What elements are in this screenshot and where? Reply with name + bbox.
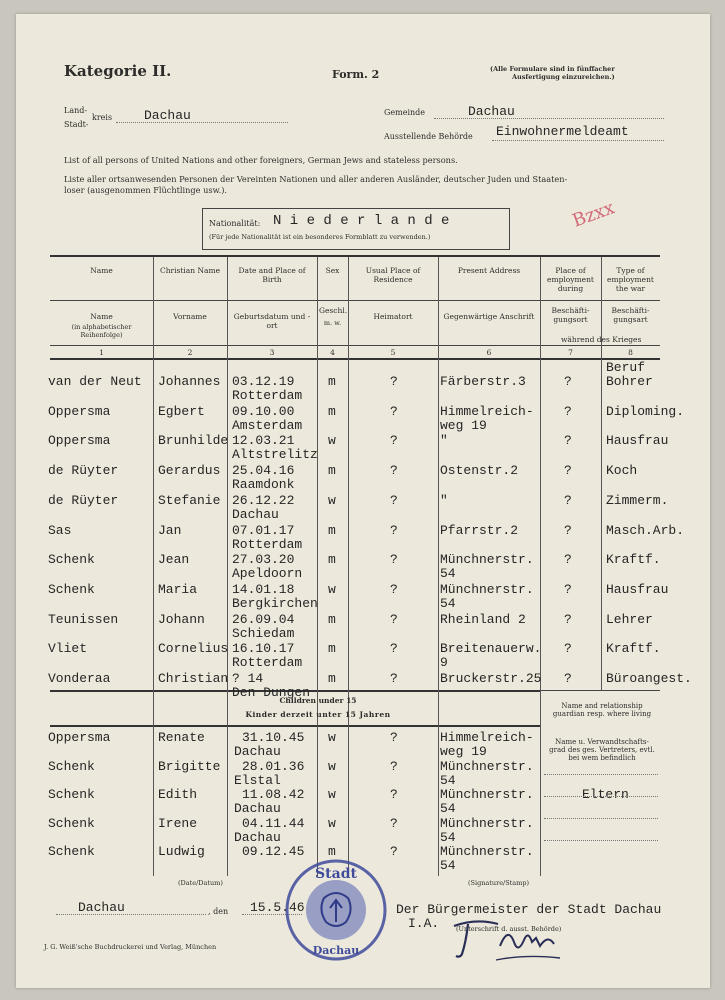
cell-address: Rheinland 2 (440, 612, 526, 627)
children-header-en: Children under 15 (279, 696, 357, 705)
child-address: Münchnerstr. (440, 759, 534, 774)
children-header-de: Kinder derzeit unter 15 Jahren (245, 710, 391, 719)
table-top-rule (50, 255, 660, 257)
child-birth-place: Elstal (234, 773, 281, 788)
cell-first-name: Johann (158, 612, 205, 627)
column-header-en: Type of employment the war (607, 266, 654, 293)
nationality-value: N i e d e r l a n d e (273, 213, 450, 229)
place-line (56, 914, 206, 915)
cell-birth-place: Raamdonk (232, 477, 295, 492)
nationality-box (202, 208, 510, 250)
child-first-name: Irene (158, 816, 198, 831)
official-seal (284, 858, 388, 962)
cell-birth-date: 09.10.00 (232, 404, 295, 419)
cell-home: ? (390, 523, 398, 538)
nationality-note: (Für jede Nationalität ist ein besonderes Formblatt zu verwenden.) (209, 233, 431, 241)
child-name: Schenk (48, 787, 95, 802)
cell-first-name: Jean (158, 552, 190, 567)
cell-birth-place: Bergkirchen (232, 596, 318, 611)
signer-title: Der Bürgermeister der Stadt Dachau (396, 902, 662, 917)
cell-first-name: Christian (158, 671, 229, 686)
column-header-de: Gegenwärtige Anschrift (443, 312, 535, 321)
cell-home: ? (390, 641, 398, 656)
guardian-line (544, 840, 658, 841)
cell-birth-date: 25.04.16 (232, 463, 295, 478)
guardian-header-de: Name u. Verwandtschafts- grad des ges. Vertreters, evtl. bei wem befindlich (549, 738, 655, 762)
kreis-label: kreis (92, 113, 113, 122)
cell-address-2: 54 (440, 566, 456, 581)
children-header-rule (50, 725, 540, 727)
cell-sex: m (328, 374, 336, 389)
column-header-de-note: (in alphabetischer Reihenfolge) (71, 323, 132, 339)
cell-employment-type: Koch (606, 463, 638, 478)
cell-birth-date: 26.12.22 (232, 493, 295, 508)
col-divider-7 (601, 257, 602, 690)
cell-employment-place: ? (564, 433, 572, 448)
cell-name: Sas (48, 523, 72, 538)
child-first-name: Ludwig (158, 844, 205, 859)
cell-address: " (440, 433, 448, 448)
cell-employment-place: ? (564, 493, 572, 508)
cell-address: Ostenstr.2 (440, 463, 519, 478)
cell-employment-type-note: Beruf (606, 360, 646, 375)
column-header-de: Beschäfti- gungsart (611, 306, 650, 324)
cell-first-name: Stefanie (158, 493, 221, 508)
column-header-en: Date and Place of Birth (238, 266, 306, 284)
column-header-en: Present Address (457, 266, 521, 275)
cell-sex: m (328, 552, 336, 567)
column-number: 7 (568, 348, 573, 357)
column-number: 5 (390, 348, 396, 357)
cell-address: Münchnerstr. (440, 582, 534, 597)
signer-ia: I.A. (408, 916, 440, 931)
cell-home: ? (390, 493, 398, 508)
column-number: 4 (330, 348, 335, 357)
guardian-line (544, 818, 658, 819)
land-label: Land- (64, 106, 88, 115)
handwritten-signature (436, 912, 586, 968)
cell-birth-place: Schiedam (232, 626, 295, 641)
cell-address: Breitenauerw. (440, 641, 542, 656)
child-address-2: 54 (440, 858, 456, 873)
cell-home: ? (390, 612, 398, 627)
column-number: 2 (187, 348, 193, 357)
child-birth-place: Dachau (234, 744, 281, 759)
cell-name: Oppersma (48, 433, 111, 448)
cell-employment-place: ? (564, 612, 572, 627)
during-war-label: während des Krieges (561, 335, 642, 344)
header-mid-rule (50, 300, 660, 301)
cell-employment-type: Zimmerm. (606, 493, 669, 508)
cell-birth-date: 03.12.19 (232, 374, 295, 389)
form-sheet (16, 14, 710, 988)
cell-employment-place: ? (564, 671, 572, 686)
cell-employment-type: Hausfrau (606, 582, 669, 597)
stadt-label: Stadt- (64, 120, 89, 129)
handwritten-mark: Bzxx (569, 197, 618, 232)
cell-birth-place: Altstrelitz (232, 447, 318, 462)
kreis-value: Dachau (144, 108, 191, 123)
cell-birth-place: Rotterdam (232, 537, 303, 552)
behoerde-value: Einwohnermeldeamt (496, 124, 629, 139)
cell-employment-place: ? (564, 404, 572, 419)
child-home: ? (390, 816, 398, 831)
header-bottom-rule (50, 345, 660, 346)
cell-birth-date: 14.01.18 (232, 582, 295, 597)
child-birth-date: 04.11.44 (242, 816, 305, 831)
cell-birth-place: Rotterdam (232, 388, 303, 403)
gemeinde-value: Dachau (468, 104, 515, 119)
cell-birth-date: 07.01.17 (232, 523, 295, 538)
child-home: ? (390, 759, 398, 774)
guardian-header-en: Name and relationship guardian resp. where living (552, 702, 652, 718)
cell-first-name: Gerardus (158, 463, 221, 478)
cell-birth-place: Rotterdam (232, 655, 303, 670)
cell-employment-place: ? (564, 582, 572, 597)
intro-german-2: loser (ausgenommen Flüchtlinge usw.). (64, 185, 228, 195)
column-header-de: Geburtsdatum und -ort (233, 312, 311, 330)
seal-top-text: Stadt (315, 866, 357, 882)
cell-first-name: Johannes (158, 374, 221, 389)
cell-name: de Rüyter (48, 463, 119, 478)
cell-sex: m (328, 612, 336, 627)
gemeinde-label: Gemeinde (384, 108, 426, 117)
column-number: 8 (628, 348, 633, 357)
child-home: ? (390, 730, 398, 745)
cell-employment-place: ? (564, 374, 572, 389)
cell-name: Vonderaa (48, 671, 111, 686)
column-header-de-note: m. w. (323, 319, 342, 327)
child-name: Schenk (48, 844, 95, 859)
cell-sex: w (328, 582, 336, 597)
column-header-de: Name (90, 312, 113, 321)
cell-address: Münchnerstr. (440, 552, 534, 567)
cell-employment-place: ? (564, 552, 572, 567)
cell-employment-type: Lehrer (606, 612, 653, 627)
guardian-line (544, 774, 658, 775)
cell-name: Schenk (48, 552, 95, 567)
cell-first-name: Maria (158, 582, 198, 597)
column-header-en: Name (90, 266, 113, 275)
child-address: Münchnerstr. (440, 844, 534, 859)
cell-sex: w (328, 433, 336, 448)
cell-home: ? (390, 552, 398, 567)
cell-address: Bruckerstr.25 (440, 671, 542, 686)
child-address: Himmelreich- (440, 730, 534, 745)
cell-birth-date: 16.10.17 (232, 641, 295, 656)
cell-sex: w (328, 493, 336, 508)
numbers-bottom-rule (50, 358, 660, 360)
child-address-2: 54 (440, 830, 456, 845)
child-name: Schenk (48, 816, 95, 831)
cell-home: ? (390, 582, 398, 597)
cell-employment-place: ? (564, 523, 572, 538)
child-guardian: Eltern (582, 787, 629, 802)
cell-employment-type: Diploming. (606, 404, 685, 419)
footer-place: Dachau (78, 900, 125, 915)
cell-address: Pfarrstr.2 (440, 523, 519, 538)
cell-name: van der Neut (48, 374, 142, 389)
cell-home: ? (390, 433, 398, 448)
behoerde-line (492, 140, 664, 141)
cell-home: ? (390, 374, 398, 389)
cell-name: Teunissen (48, 612, 119, 627)
cell-employment-place: ? (564, 463, 572, 478)
form-number: Form. 2 (332, 68, 380, 81)
column-header-en: Christian Name (159, 266, 221, 275)
column-number: 1 (99, 348, 104, 357)
child-first-name: Edith (158, 787, 198, 802)
column-header-de: Heimatort (373, 312, 413, 321)
column-header-en: Sex (325, 266, 340, 275)
cell-birth-place: Dachau (232, 507, 279, 522)
footer-date: 15.5.46 (250, 900, 305, 915)
cell-employment-type: Hausfrau (606, 433, 669, 448)
child-sex: w (328, 730, 336, 745)
gemeinde-line (434, 118, 664, 119)
column-header-de: Geschl. (319, 306, 348, 315)
intro-german-1: Liste aller ortsanwesenden Personen der Vereinten Nationen und aller anderen Ausländer, deutscher Juden und Staaten- (64, 174, 568, 184)
child-sex: m (328, 844, 336, 859)
cell-home: ? (390, 404, 398, 419)
child-address-2: 54 (440, 773, 456, 788)
cell-name: Schenk (48, 582, 95, 597)
cell-address: Färberstr.3 (440, 374, 526, 389)
cell-sex: m (328, 404, 336, 419)
column-header-de: Beschäfti- gungsort (551, 306, 590, 324)
date-label: (Date/Datum) (178, 879, 223, 887)
child-address: Münchnerstr. (440, 816, 534, 831)
cell-sex: m (328, 463, 336, 478)
cell-birth-date: ? 14 (232, 671, 264, 686)
child-birth-date: 28.01.36 (242, 759, 305, 774)
cell-name: de Rüyter (48, 493, 119, 508)
child-address: Münchnerstr. (440, 787, 534, 802)
child-sex: w (328, 787, 336, 802)
form-note-line2: Ausfertigung einzureichen.) (512, 73, 615, 81)
signature-sublabel: (Unterschrift d. ausst. Behörde) (456, 925, 562, 933)
cell-address: " (440, 493, 448, 508)
cell-birth-place: Amsterdam (232, 418, 303, 433)
cell-first-name: Cornelius (158, 641, 229, 656)
column-header-en: Place of employment during (547, 266, 594, 293)
behoerde-label: Ausstellende Behörde (384, 132, 473, 141)
cell-sex: m (328, 671, 336, 686)
cell-home: ? (390, 671, 398, 686)
intro-english: List of all persons of United Nations and other foreigners, German Jews and stateless persons. (64, 155, 458, 165)
child-birth-date: 31.10.45 (242, 730, 305, 745)
column-number: 3 (269, 348, 275, 357)
child-birth-date: 09.12.45 (242, 844, 305, 859)
cell-employment-type: Bohrer (606, 374, 653, 389)
cell-sex: m (328, 641, 336, 656)
cell-employment-type: Masch.Arb. (606, 523, 685, 538)
cell-first-name: Egbert (158, 404, 205, 419)
column-header-de: Vorname (173, 312, 207, 321)
guardian-line (544, 796, 658, 797)
child-birth-place: Dachau (234, 801, 281, 816)
child-sex: w (328, 759, 336, 774)
cell-address: Himmelreich- (440, 404, 534, 419)
footer-den: , den (208, 907, 229, 916)
signature-stamp-label: (Signature/Stamp) (468, 879, 530, 887)
cell-employment-place: ? (564, 641, 572, 656)
form-note-line1: (Alle Formulare sind in fünffacher (490, 65, 615, 73)
cell-sex: m (328, 523, 336, 538)
child-first-name: Renate (158, 730, 205, 745)
cell-address-2: 54 (440, 596, 456, 611)
cell-employment-type: Kraftf. (606, 641, 661, 656)
child-birth-place: Dachau (234, 830, 281, 845)
child-home: ? (390, 844, 398, 859)
child-name: Oppersma (48, 730, 111, 745)
cell-birth-place: Apeldoorn (232, 566, 303, 581)
child-first-name: Brigitte (158, 759, 221, 774)
printer-imprint: J. G. Weiß'sche Buchdruckerei und Verlag, München (44, 943, 217, 951)
cell-employment-type: Kraftf. (606, 552, 661, 567)
child-sex: w (328, 816, 336, 831)
child-home: ? (390, 787, 398, 802)
child-address-2: weg 19 (440, 744, 487, 759)
cell-birth-date: 12.03.21 (232, 433, 295, 448)
guardian-top-rule (540, 690, 660, 691)
nationality-label: Nationalität: (209, 219, 261, 228)
cell-first-name: Jan (158, 523, 182, 538)
cell-address-2: weg 19 (440, 418, 487, 433)
cell-name: Vliet (48, 641, 88, 656)
column-number: 6 (486, 348, 492, 357)
cell-address-2: 9 (440, 655, 448, 670)
column-header-en: Usual Place of Residence (365, 266, 421, 284)
child-name: Schenk (48, 759, 95, 774)
cell-home: ? (390, 463, 398, 478)
cell-birth-place: Den Dungen (232, 685, 311, 700)
cell-first-name: Brunhilde (158, 433, 229, 448)
child-address-2: 54 (440, 801, 456, 816)
cell-birth-date: 26.09.04 (232, 612, 295, 627)
seal-bottom-text: Dachau (312, 944, 360, 957)
cell-birth-date: 27.03.20 (232, 552, 295, 567)
child-birth-date: 11.08.42 (242, 787, 305, 802)
cell-name: Oppersma (48, 404, 111, 419)
kreis-line (116, 122, 288, 123)
cell-employment-type: Büroangest. (606, 671, 692, 686)
category-title: Kategorie II. (64, 62, 172, 80)
